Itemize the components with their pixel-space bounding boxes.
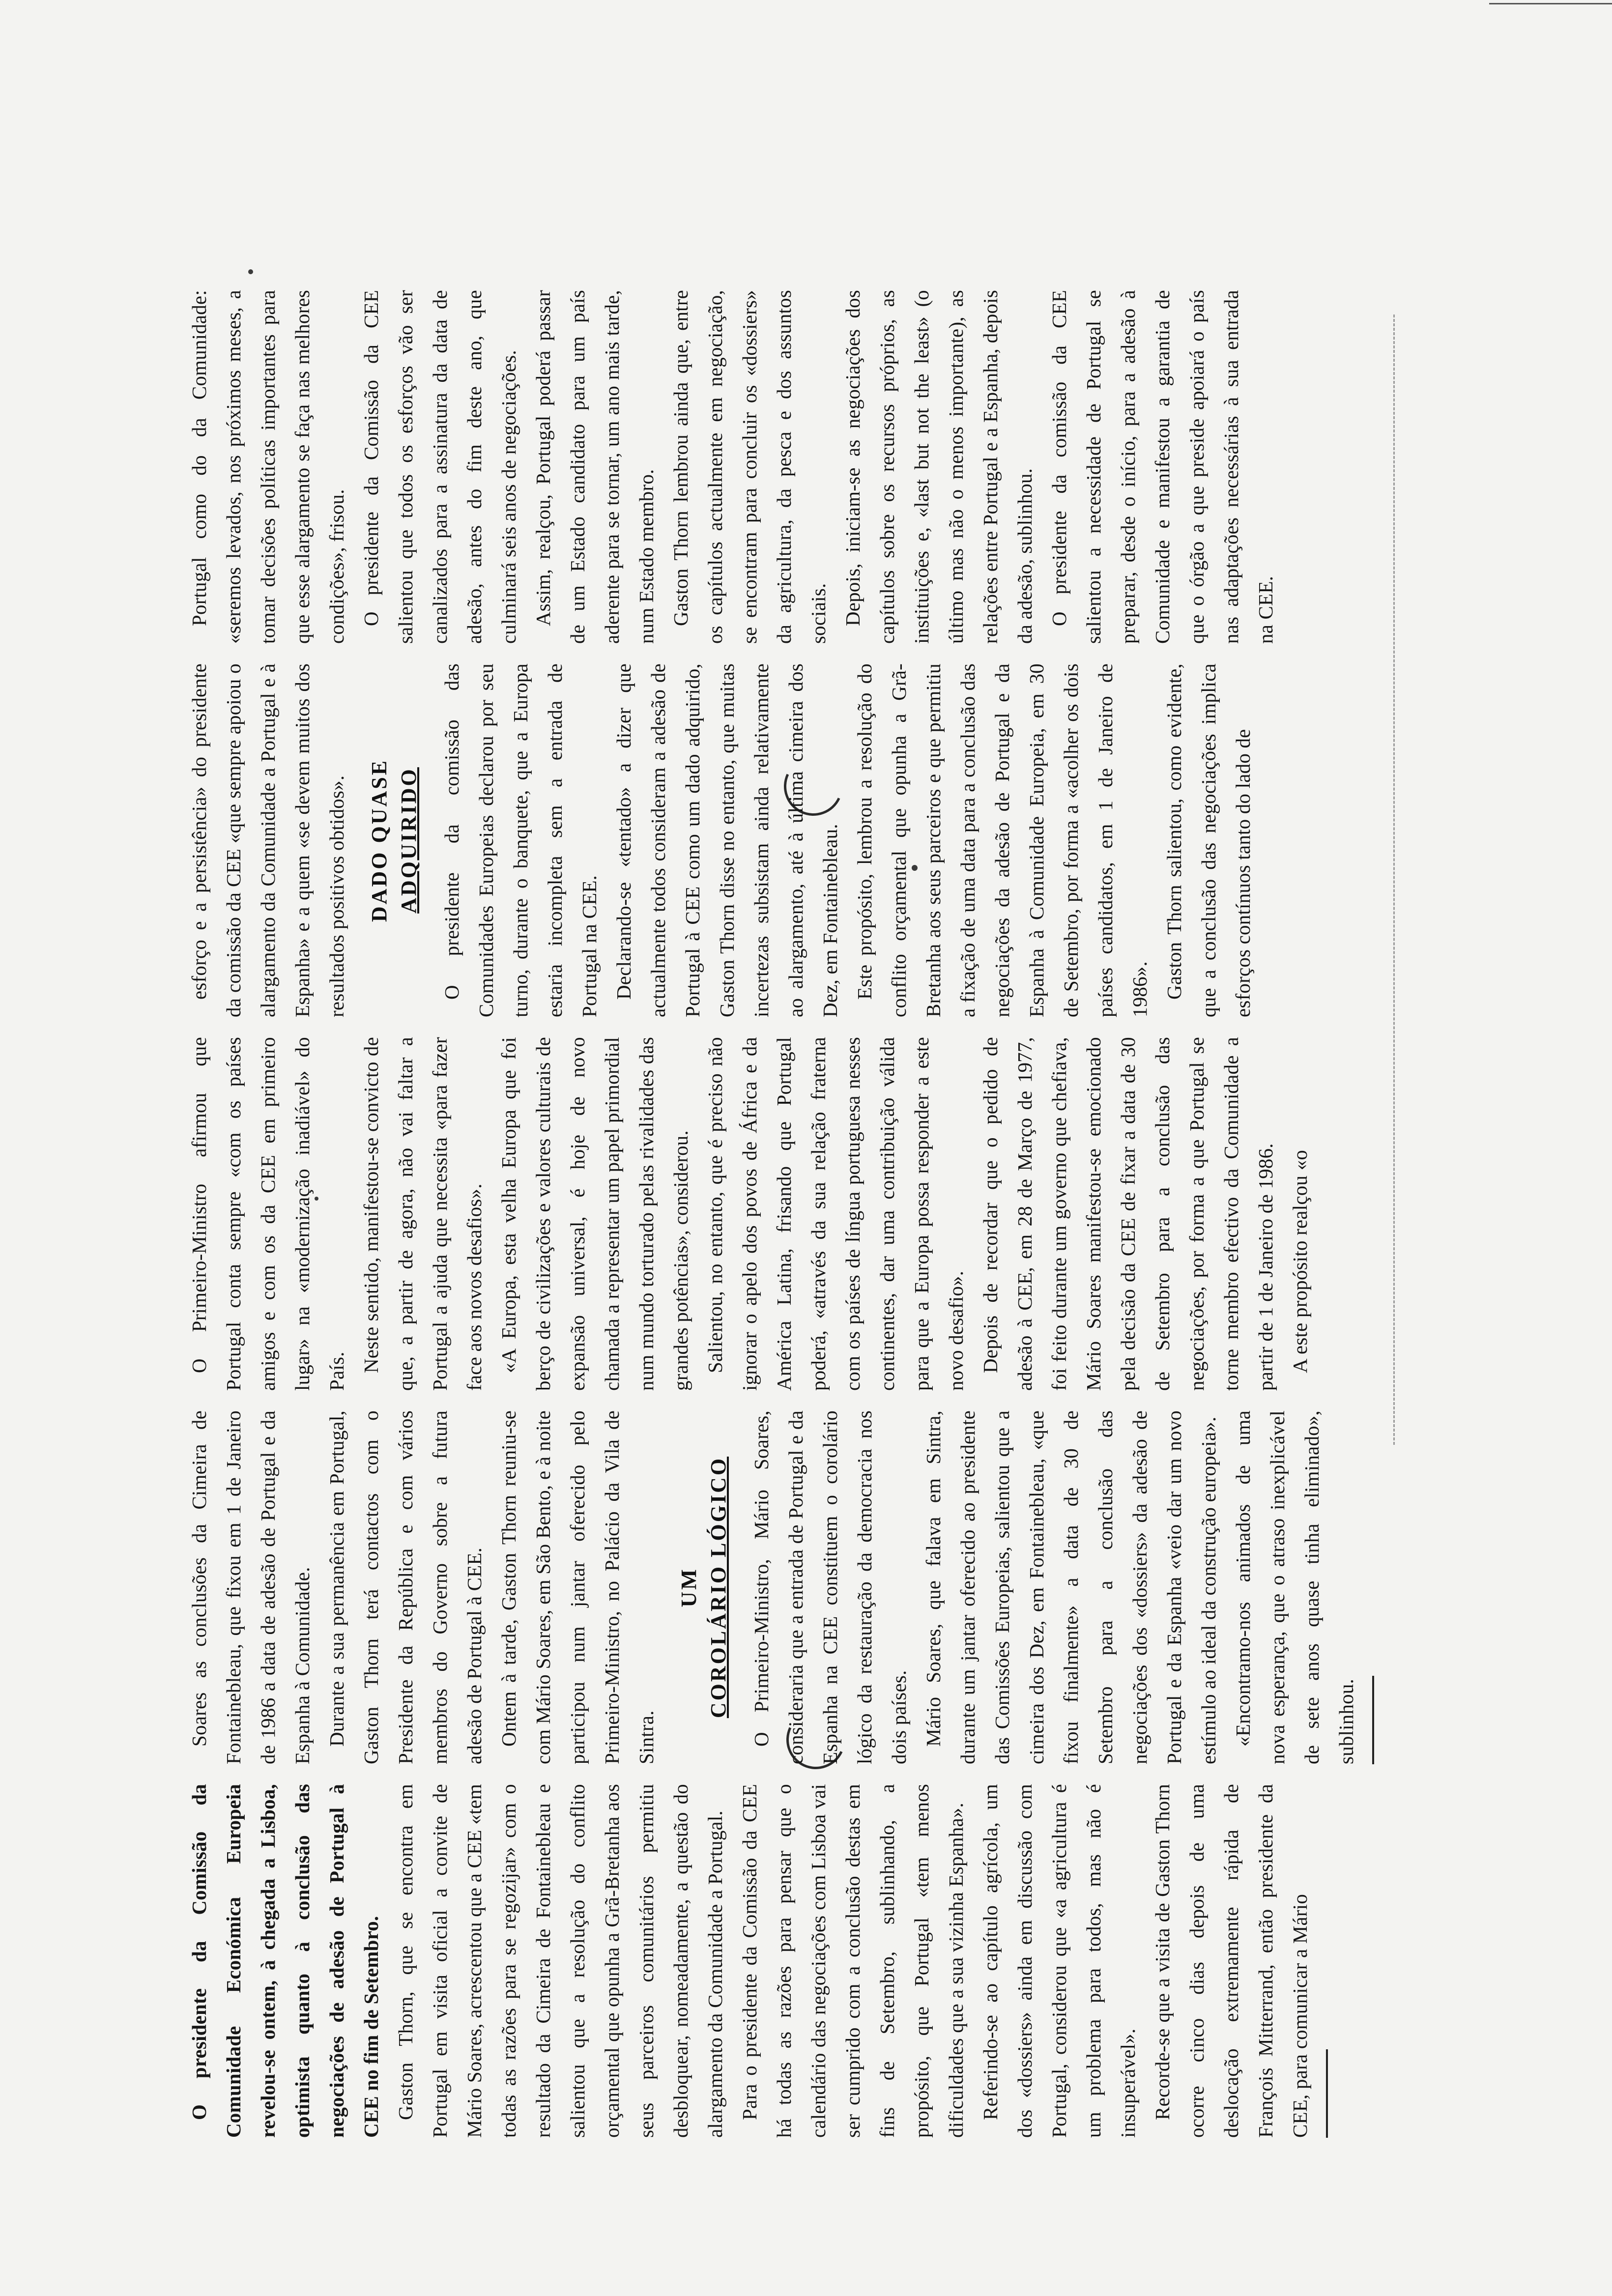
body-paragraph: O presidente da comissão das Comunidades Europeias declarou por seu turno, durante o banquete, que a Europa estaria incompleta sem a entrada de Portugal na CEE.: [440, 663, 601, 1017]
body-paragraph: «Encontramo-nos animados de uma nova esperança, que o atraso inexplicável de sete anos quase tinha eliminado», sublinhou.: [1232, 1410, 1357, 1764]
body-paragraph: Gaston Thorn lembrou ainda que, entre os capítulos actualmente em negociação, se encontram para concluir os «dossiers» da agricultura, da pesca e dos assuntos sociais.: [669, 290, 830, 644]
body-paragraph: O Primeiro-Ministro afirmou que Portugal conta sempre «com os países amigos e com os da CEE em primeiro lugar» na «modernização inadiável» do País.: [188, 1037, 348, 1391]
article-column-3: [182, 1037, 1386, 1391]
body-paragraph: Ontem à tarde, Gaston Thorn reuniu-se com Mário Soares, em São Bento, e à noite participou num jantar oferecido pelo Primeiro-Ministro, no Palácio da Vila de Sintra.: [497, 1410, 658, 1764]
body-paragraph: Declarando-se «tentado» a dizer que actualmente todos consideram a adesão de Portugal à CEE como um dado adquirido, Gaston Thorn disse no entanto, que muitas incertezas subsistam ainda relativamente ao alargamento, até à última cimeira dos Dez, em Fontainebleau.: [612, 663, 841, 1017]
column-end-rule: [1372, 1676, 1374, 1764]
subheading-line-1: DADO QUASE: [367, 758, 391, 922]
body-paragraph: A este propósito realçou «o: [1289, 1149, 1311, 1373]
body-paragraph: Soares as conclusões da Cimeira de Fontainebleau, que fixou em 1 de Janeiro de 1986 a data de adesão de Portugal e da Espanha à Comunidade.: [188, 1410, 314, 1764]
body-paragraph: O Primeiro-Ministro, Mário Soares, consideraria que a entrada de Portugal e da Espanha na CEE constituem o corolário lógico da restauração da democracia nos dois países.: [750, 1410, 910, 1764]
article-column-2: [182, 1410, 1386, 1764]
lead-paragraph: O presidente da Comissão da Comunidade Económica Europeia revelou-se ontem, à chegada a Lisboa, optimista quanto à conclusão das negociações de adesão de Portugal à CEE no fim de Setembro.: [188, 1784, 382, 2138]
fold-mark: [1393, 315, 1395, 1445]
body-paragraph: «A Europa, esta velha Europa que foi berço de civilizações e valores culturais de expansão universal, é hoje de novo chamada a representar um papel primordial num mundo torturado pelas rivalidades das grandes potências», considerou.: [497, 1037, 692, 1391]
article-column-5: [182, 290, 1386, 644]
body-paragraph: Gaston Thorn, que se encontra em Portugal em visita oficial a convite de Mário Soares, acrescentou que a CEE «tem todas as razões para se regozijar» com o resultado da Cimeira de Fontainebleau e salientou que a resolução do conflito orçamental que opunha a Grã-Bretanha aos seus parceiros comunitários permitiu desbloquear, nomeadamente, a questão do alargamento da Comunidade a Portugal.: [394, 1784, 726, 2138]
body-paragraph: Portugal como do da Comunidade: «seremos levados, nos próximos meses, a tomar decisões políticas importantes para que esse alargamento se faça nas melhores condições», frisou.: [188, 290, 348, 644]
article-columns: [167, 285, 1386, 2143]
section-subheading: [365, 663, 424, 1017]
body-paragraph: Assim, realçou, Portugal poderá passar de um Estado candidato para um país aderente para se tornar, um ano mais tarde, num Estado membro.: [532, 290, 658, 644]
article-column-4: [182, 663, 1386, 1017]
body-paragraph: Depois de recordar que o pedido de adesão à CEE, em 28 de Março de 1977, foi feito durante um governo que chefiava, Mário Soares manifestou-se emocionado pela decisão da CEE de fixar a data de 30 de Setembro para a conclusão das negociações, por forma a que Portugal se torne membro efectivo da Comunidade a partir de 1 de Janeiro de 1986.: [979, 1037, 1277, 1391]
body-paragraph: Para o presidente da Comissão da CEE há todas as razões para pensar que o calendário das negociações com Lisboa vai ser cumprido com a conclusão destas em fins de Setembro, sublinhando, a propósito, que Portugal «tem menos dificuldades que a sua vizinha Espanha».: [738, 1784, 967, 2138]
body-paragraph: O presidente da comissão da CEE salientou a necessidade de Portugal se preparar, desde o início, para a adesão à Comunidade e manifestou a garantia de que o órgão a que preside apoiará o país nas adaptações necessárias à sua entrada na CEE.: [1048, 290, 1277, 644]
scan-speck: [248, 269, 253, 274]
subheading-line-2: ADQUIRIDO: [397, 767, 421, 914]
body-paragraph: Recorde-se que a visita de Gaston Thorn ocorre cinco dias depois de uma deslocação extremamente rápida de François Mitterrand, então presidente da CEE, para comunicar a Mário: [1151, 1784, 1311, 2138]
body-paragraph: Depois, iniciam-se as negociações dos capítulos sobre os recursos próprios, as instituições e, «last but not the least» (o último mas não o menos importante), as relações entre Portugal e a Espanha, depois da adesão, sublinhou.: [841, 290, 1036, 644]
column-end-rule: [1326, 2049, 1328, 2138]
body-paragraph: Gaston Thorn salientou, como evidente, que a conclusão das negociações implica esforços contínuos tanto do lado de: [1163, 663, 1254, 1017]
body-paragraph: Mário Soares, que falava em Sintra, durante um jantar oferecido ao presidente das Comissões Europeias, salientou que a cimeira dos Dez, em Fontainebleau, «que fixou finalmente» a data de 30 de Setembro para a conclusão das negociações dos «dossiers» da adesão de Portugal e da Espanha «veio dar um novo estímulo ao ideal da construção europeia».: [922, 1410, 1220, 1764]
body-paragraph: O presidente da Comissão da CEE salientou que todos os esforços vão ser canalizados para a assinatura da data de adesão, antes do fim deste ano, que culminará seis anos de negociações.: [360, 290, 520, 644]
subheading-line-2: COROLÁRIO LÓGICO: [706, 1456, 730, 1719]
body-paragraph: Referindo-se ao capítulo agrícola, um dos «dossiers» ainda em discussão com Portugal, considerou que «a agricultura é um problema para todos, mas não é insuperável».: [979, 1784, 1139, 2138]
body-paragraph: Este propósito, lembrou a resolução do conflito orçamental que opunha a Grã-Bretanha aos seus parceiros e que permitiu a fixação de uma data para a conclusão das negociações da adesão de Portugal e da Espanha à Comunidade Europeia, em 30 de Setembro, por forma a «acolher os dois países candidatos, em 1 de Janeiro de 1986».: [853, 663, 1151, 1017]
body-paragraph: esforço e a persistência» do presidente da comissão da CEE «que sempre apoiou o alargamento da Comunidade a Portugal e à Espanha» e a quem «se devem muitos dos resultados positivos obtidos».: [188, 663, 348, 1017]
article-column-1: [182, 1784, 1386, 2138]
newspaper-article: [167, 285, 1386, 2143]
subheading-line-1: UM: [677, 1567, 701, 1607]
body-paragraph: Durante a sua permanência em Portugal, Gaston Thorn terá contactos com o Presidente da República e com vários membros do Governo sobre a futura adesão de Portugal à CEE.: [325, 1410, 486, 1764]
scan-edge-line: [1489, 3, 1612, 4]
section-subheading: [674, 1410, 733, 1764]
body-paragraph: Salientou, no entanto, que é preciso não ignorar o apelo dos povos de África e da América Latina, frisando que Portugal poderá, «através da sua relação fraterna com os países de língua portuguesa nesses continentes, dar uma contribuição válida para que a Europa possa responder a este novo desafio».: [704, 1037, 967, 1391]
body-paragraph: Neste sentido, manifestou-se convicto de que, a partir de agora, não vai faltar a Portugal a ajuda que necessita «para fazer face aos novos desafios».: [360, 1037, 486, 1391]
